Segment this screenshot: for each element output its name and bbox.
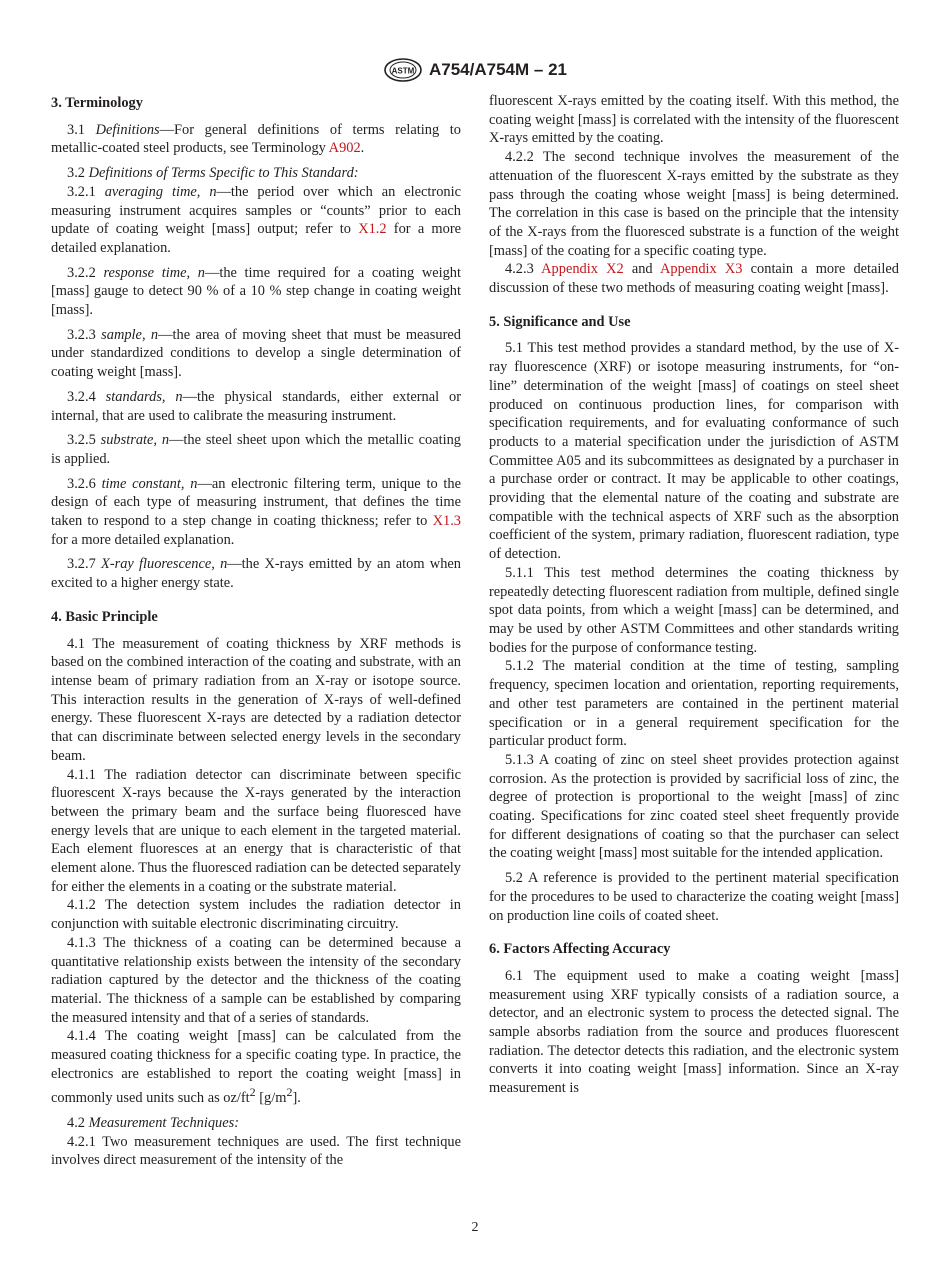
para-4-1-2: 4.1.2 The detection system includes the radiation detector in conjunction with suitable electronic discriminating circuitry. bbox=[51, 897, 461, 933]
para-number: 3.1 bbox=[67, 121, 96, 138]
para-3-2-3 bbox=[51, 326, 461, 382]
para-3-2-2 bbox=[51, 264, 461, 320]
term: time constant, n bbox=[101, 475, 198, 492]
para-4-2-3 bbox=[489, 260, 899, 297]
para-number: 4.2 bbox=[67, 1114, 89, 1131]
para-text: —the physical standards, either external or internal, that are used to calibrate the measuring instrument. bbox=[51, 388, 461, 424]
link-x1-2[interactable]: X1.2 bbox=[358, 221, 387, 238]
para-number: 3.2.1 bbox=[67, 183, 105, 200]
link-appendix-x3[interactable]: Appendix X3 bbox=[659, 261, 743, 278]
para-4-1-1: 4.1.1 The radiation detector can discriminate between specific fluorescent X-rays because the X-rays generated by the interaction between the primary beam and the surface being fluoresced have energy levels that are unique to each element in the targeted material. Each element fluoresces at an energy that is characteristic of that element alone. Thus the fluoresced radiation can be detected separately for either the elements in a coating or the substrate material. bbox=[51, 766, 461, 895]
para-3-2-5 bbox=[51, 431, 461, 468]
para-text: 4.1.4 The coating weight [mass] can be calculated from the measured coating thickness for a specific coating type. In practice, the electronics are established to report the coating weight [mass] in commonly used units such as oz/ft bbox=[51, 1028, 461, 1107]
term: response time, n bbox=[103, 264, 205, 281]
para-3-2-7 bbox=[51, 555, 461, 592]
para-text: for a more detailed explanation. bbox=[51, 531, 235, 548]
para-text: [g/m bbox=[255, 1090, 287, 1107]
para-number: 3.2.4 bbox=[67, 388, 106, 405]
para-4-2-2: 4.2.2 The second technique involves the measurement of the attenuation of the fluorescent X-rays emitted by the substrate as they pass through the coating whose weight [mass] is being determined. The correlation in this case is based on the principle that the intensity of the X-rays from the fluoresced substrate is a function of the weight [mass] of the coating for a specific coating type. bbox=[489, 149, 899, 259]
para-number: 3.2.5 bbox=[67, 432, 101, 449]
para-4-1-3: 4.1.3 The thickness of a coating can be determined because a quantitative relationship exists between the intensity of the secondary radiation captured by the detector and the thickness of the coating material. The thickness of a sample can be established by comparing the measured intensity and that of a series of standards. bbox=[51, 934, 461, 1026]
para-number: 3.2.3 bbox=[67, 326, 102, 343]
para-number: 3.2.2 bbox=[67, 264, 104, 281]
link-appendix-x2[interactable]: Appendix X2 bbox=[541, 261, 624, 278]
logo-text: ASTM bbox=[391, 66, 415, 76]
para-4-1: 4.1 The measurement of coating thickness by XRF methods is based on the combined interaction of the coating and substrate, with an intense beam of primary radiation from an X-ray or isotope source. This interaction results in the generation of X-rays of well-defined energy. These fluorescent X-rays are detected by a radiation detector that can discriminate between selected energy levels in the secondary beam. bbox=[51, 635, 461, 764]
page-number: 2 bbox=[471, 1220, 479, 1235]
term: sample, n bbox=[101, 326, 159, 343]
para-text: —the X-rays emitted by an atom when excited to a higher energy state. bbox=[51, 556, 461, 592]
para-number: 3.2.6 bbox=[67, 475, 102, 492]
page-header bbox=[0, 56, 950, 84]
right-column bbox=[489, 92, 899, 1098]
link-a902[interactable]: A902 bbox=[328, 140, 361, 157]
para-text: ]. bbox=[292, 1090, 301, 1107]
section-5-heading: 5. Significance and Use bbox=[489, 313, 631, 330]
para-text: —For general definitions of terms relating to metallic-coated steel products, see Terminology bbox=[51, 121, 461, 157]
para-text: —the period over which an electronic measuring instrument acquires samples or “counts” prior to each update of coating weight [mass] output; refer to bbox=[51, 183, 461, 238]
para-3-2 bbox=[51, 164, 461, 183]
para-5-1-1: 5.1.1 This test method determines the coating thickness by repeatedly detecting fluorescent radiation from multiple, defined single spot data points, from which a weight [mass] can be determined, and may be used by other ASTM Committees and other standards writing bodies for the purpose of conformance testing. bbox=[489, 564, 899, 656]
para-text: contain a more detailed discussion of these two methods of measuring coating weight [mass]. bbox=[489, 261, 899, 297]
para-text: . bbox=[360, 140, 365, 157]
para-text: —an electronic filtering term, unique to the design of each type of measuring instrument, that defines the time taken to respond to a step change in coating thickness; refer to bbox=[51, 475, 461, 530]
para-6-1: 6.1 The equipment used to make a coating weight [mass] measurement using XRF typically consists of a radiation source, a detector, and an electronic system to process the detected signal. The sample absorbs radiation from the source and produces fluorescent radiation. The detector detects this radiation, and the electronic system converts it into coating weight [mass] information. Since an X-ray measurement is bbox=[489, 967, 899, 1097]
para-text: —the time required for a coating weight [mass] gauge to detect 90 % of a 10 % step change in coating weight [mass]. bbox=[51, 264, 461, 319]
term: standards, n bbox=[105, 388, 183, 405]
term: X-ray fluorescence, n bbox=[101, 556, 228, 573]
section-4-heading: 4. Basic Principle bbox=[51, 608, 158, 625]
para-number: 3.2 bbox=[67, 165, 89, 182]
para-5-1: 5.1 This test method provides a standard method, by the use of X-ray fluorescence (XRF) or isotope measuring instruments, for “on-line” determination of the weight [mass] of coatings on steel sheet produced on continuous production lines, for comparison with specification requirements, and for evaluating conformance of such products to a material specification under the jurisdiction of ASTM Committee A05 and its subcommittees as designated by a purchaser in a purchase order or contract. It may be applicable to other coatings, providing that the elemental nature of the coating and substrate are compatible with the technical aspects of XRF such as the absorption coefficient of the system, primary radiation, fluorescent radiation, type of detection. bbox=[489, 340, 899, 563]
para-4-2-1: 4.2.1 Two measurement techniques are used. The first technique involves direct measurement of the intensity of the bbox=[51, 1133, 461, 1169]
term: Definitions of Terms Specific to This Standard: bbox=[88, 165, 359, 182]
term: Measurement Techniques: bbox=[88, 1114, 239, 1131]
term: substrate, n bbox=[100, 432, 170, 449]
left-column bbox=[51, 92, 461, 1170]
term: Definitions bbox=[95, 121, 160, 138]
para-text: —the area of moving sheet that must be measured under standardized conditions to develop a single determination of coating weight [mass]. bbox=[51, 326, 461, 381]
standard-designation: A754/A754M – 21 bbox=[429, 60, 567, 79]
para-5-1-3: 5.1.3 A coating of zinc on steel sheet provides protection against corrosion. As the protection is provided by sacrificial loss of zinc, the degree of protection is proportional to the weight [mass] of zinc coating. Specifications for zinc coated steel sheet frequently provide for different designations of coating so that the purchaser can select the coating weight [mass] most suitable for the intended application. bbox=[489, 751, 899, 862]
para-text: —the steel sheet upon which the metallic coating is applied. bbox=[51, 432, 461, 467]
para-4-2 bbox=[51, 1114, 461, 1133]
section-6-heading: 6. Factors Affecting Accuracy bbox=[489, 941, 671, 958]
superscript: 2 bbox=[249, 1085, 256, 1100]
para-4-2-1-continued: fluorescent X-rays emitted by the coating itself. With this method, the coating weight [mass] is correlated with the intensity of the fluorescent X-rays emitted by the coating. bbox=[489, 93, 899, 147]
link-x1-3[interactable]: X1.3 bbox=[432, 513, 461, 530]
para-4-1-4 bbox=[51, 1027, 461, 1108]
para-5-1-2: 5.1.2 The material condition at the time of testing, sampling frequency, specimen location and orientation, reporting requirements, and other test parameters are contained in the pertinent material specification or in a general requirement specification for the particular product form. bbox=[489, 658, 899, 750]
para-text: and bbox=[623, 261, 660, 278]
superscript: 2 bbox=[286, 1085, 293, 1100]
section-3-heading: 3. Terminology bbox=[51, 95, 143, 111]
para-3-1 bbox=[51, 121, 461, 158]
para-3-2-4 bbox=[51, 388, 461, 425]
para-5-2: 5.2 A reference is provided to the pertinent material specification for the procedures to be used to characterize the coating weight [mass] on production line coils of coated sheet. bbox=[489, 870, 899, 924]
para-3-2-6 bbox=[51, 475, 461, 550]
para-3-2-1 bbox=[51, 183, 461, 258]
astm-logo-icon bbox=[383, 57, 423, 83]
para-text: for a more detailed explanation. bbox=[51, 221, 461, 256]
term: averaging time, n bbox=[104, 183, 217, 200]
para-number: 4.2.3 bbox=[505, 261, 542, 278]
para-number: 3.2.7 bbox=[67, 556, 102, 573]
